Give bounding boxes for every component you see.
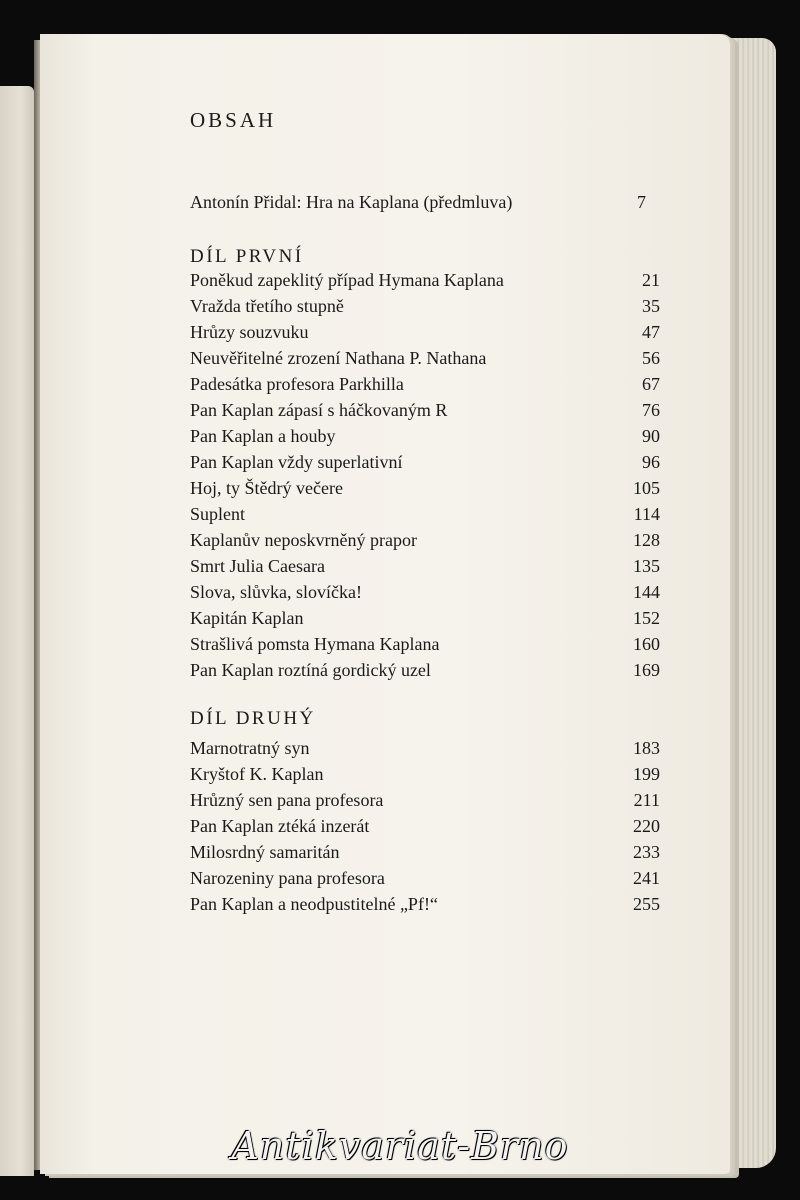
facing-page-edge — [0, 86, 34, 1176]
toc-entry-text: Padesátka profesora Parkhilla — [190, 374, 404, 394]
section-heading-part-one: DÍL PRVNÍ — [190, 246, 304, 267]
toc-entry-page: 152 — [633, 608, 660, 628]
toc-entry-text: Strašlivá pomsta Hymana Kaplana — [190, 634, 440, 654]
toc-entry-page: 144 — [633, 582, 660, 602]
toc-entry-text: Pan Kaplan roztíná gordický uzel — [190, 660, 431, 680]
toc-entry-text: Narozeniny pana profesora — [190, 868, 385, 888]
watermark-text: Antikvariat-Brno — [231, 1124, 569, 1168]
toc-entry-page: 183 — [633, 738, 660, 758]
toc-entry-page: 220 — [633, 816, 660, 836]
toc-entry-text: Kryštof K. Kaplan — [190, 764, 324, 784]
toc-entry-text: Pan Kaplan ztéká inzerát — [190, 816, 370, 836]
toc-entry-page: 96 — [642, 452, 660, 472]
toc-entry-page: 128 — [633, 530, 660, 550]
toc-entry-text: Pan Kaplan zápasí s háčkovaným R — [190, 400, 448, 420]
toc-entry-text: Poněkud zapeklitý případ Hymana Kaplana — [190, 270, 504, 290]
toc-entry-page: 21 — [642, 270, 660, 290]
toc-entry-text: Pan Kaplan a houby — [190, 426, 336, 446]
toc-entry-page: 7 — [637, 192, 646, 212]
toc-entry-text: Neuvěřitelné zrození Nathana P. Nathana — [190, 348, 487, 368]
toc-entry-text: Vražda třetího stupně — [190, 296, 344, 316]
toc-entry-page: 233 — [633, 842, 660, 862]
toc-entry-text: Kaplanův neposkvrněný prapor — [190, 530, 417, 550]
toc-entry-text: Kapitán Kaplan — [190, 608, 304, 628]
toc-entry-page: 90 — [642, 426, 660, 446]
toc-entry-page: 105 — [633, 478, 660, 498]
toc-entry-text: Hoj, ty Štědrý večere — [190, 478, 343, 498]
toc-entry-text: Pan Kaplan vždy superlativní — [190, 452, 403, 472]
toc-entry-page: 211 — [633, 790, 660, 810]
toc-entry-text: Hrůzy souzvuku — [190, 322, 309, 342]
toc-entry-text: Antonín Přidal: Hra na Kaplana (předmluva) — [190, 192, 513, 212]
toc-entry-page: 56 — [642, 348, 660, 368]
toc-entry-text: Hrůzný sen pana profesora — [190, 790, 384, 810]
toc-entry-page: 255 — [633, 894, 660, 914]
toc-entry-page: 160 — [633, 634, 660, 654]
toc-entry-text: Smrt Julia Caesara — [190, 556, 325, 576]
toc-entry-text: Suplent — [190, 504, 246, 524]
toc-entry-text: Marnotratný syn — [190, 738, 310, 758]
toc-entry-page: 35 — [642, 296, 660, 316]
toc-title: OBSAH — [190, 108, 277, 132]
section-heading-part-two: DÍL DRUHÝ — [190, 708, 316, 729]
page-block-edge — [730, 38, 776, 1168]
toc-entry-page: 76 — [642, 400, 660, 420]
toc-entry-text: Slova, slůvka, slovíčka! — [190, 582, 362, 602]
toc-entry-page: 169 — [633, 660, 660, 680]
toc-entry-page: 135 — [633, 556, 660, 576]
toc-entry-page: 241 — [633, 868, 660, 888]
toc-entry-page: 67 — [642, 374, 660, 394]
toc-entry-page: 114 — [633, 504, 660, 524]
toc-entry-text: Pan Kaplan a neodpustitelné „Pf!“ — [190, 894, 438, 914]
toc-entry-page: 199 — [633, 764, 660, 784]
toc-entry-text: Milosrdný samaritán — [190, 842, 340, 862]
toc-entry-page: 47 — [642, 322, 660, 342]
